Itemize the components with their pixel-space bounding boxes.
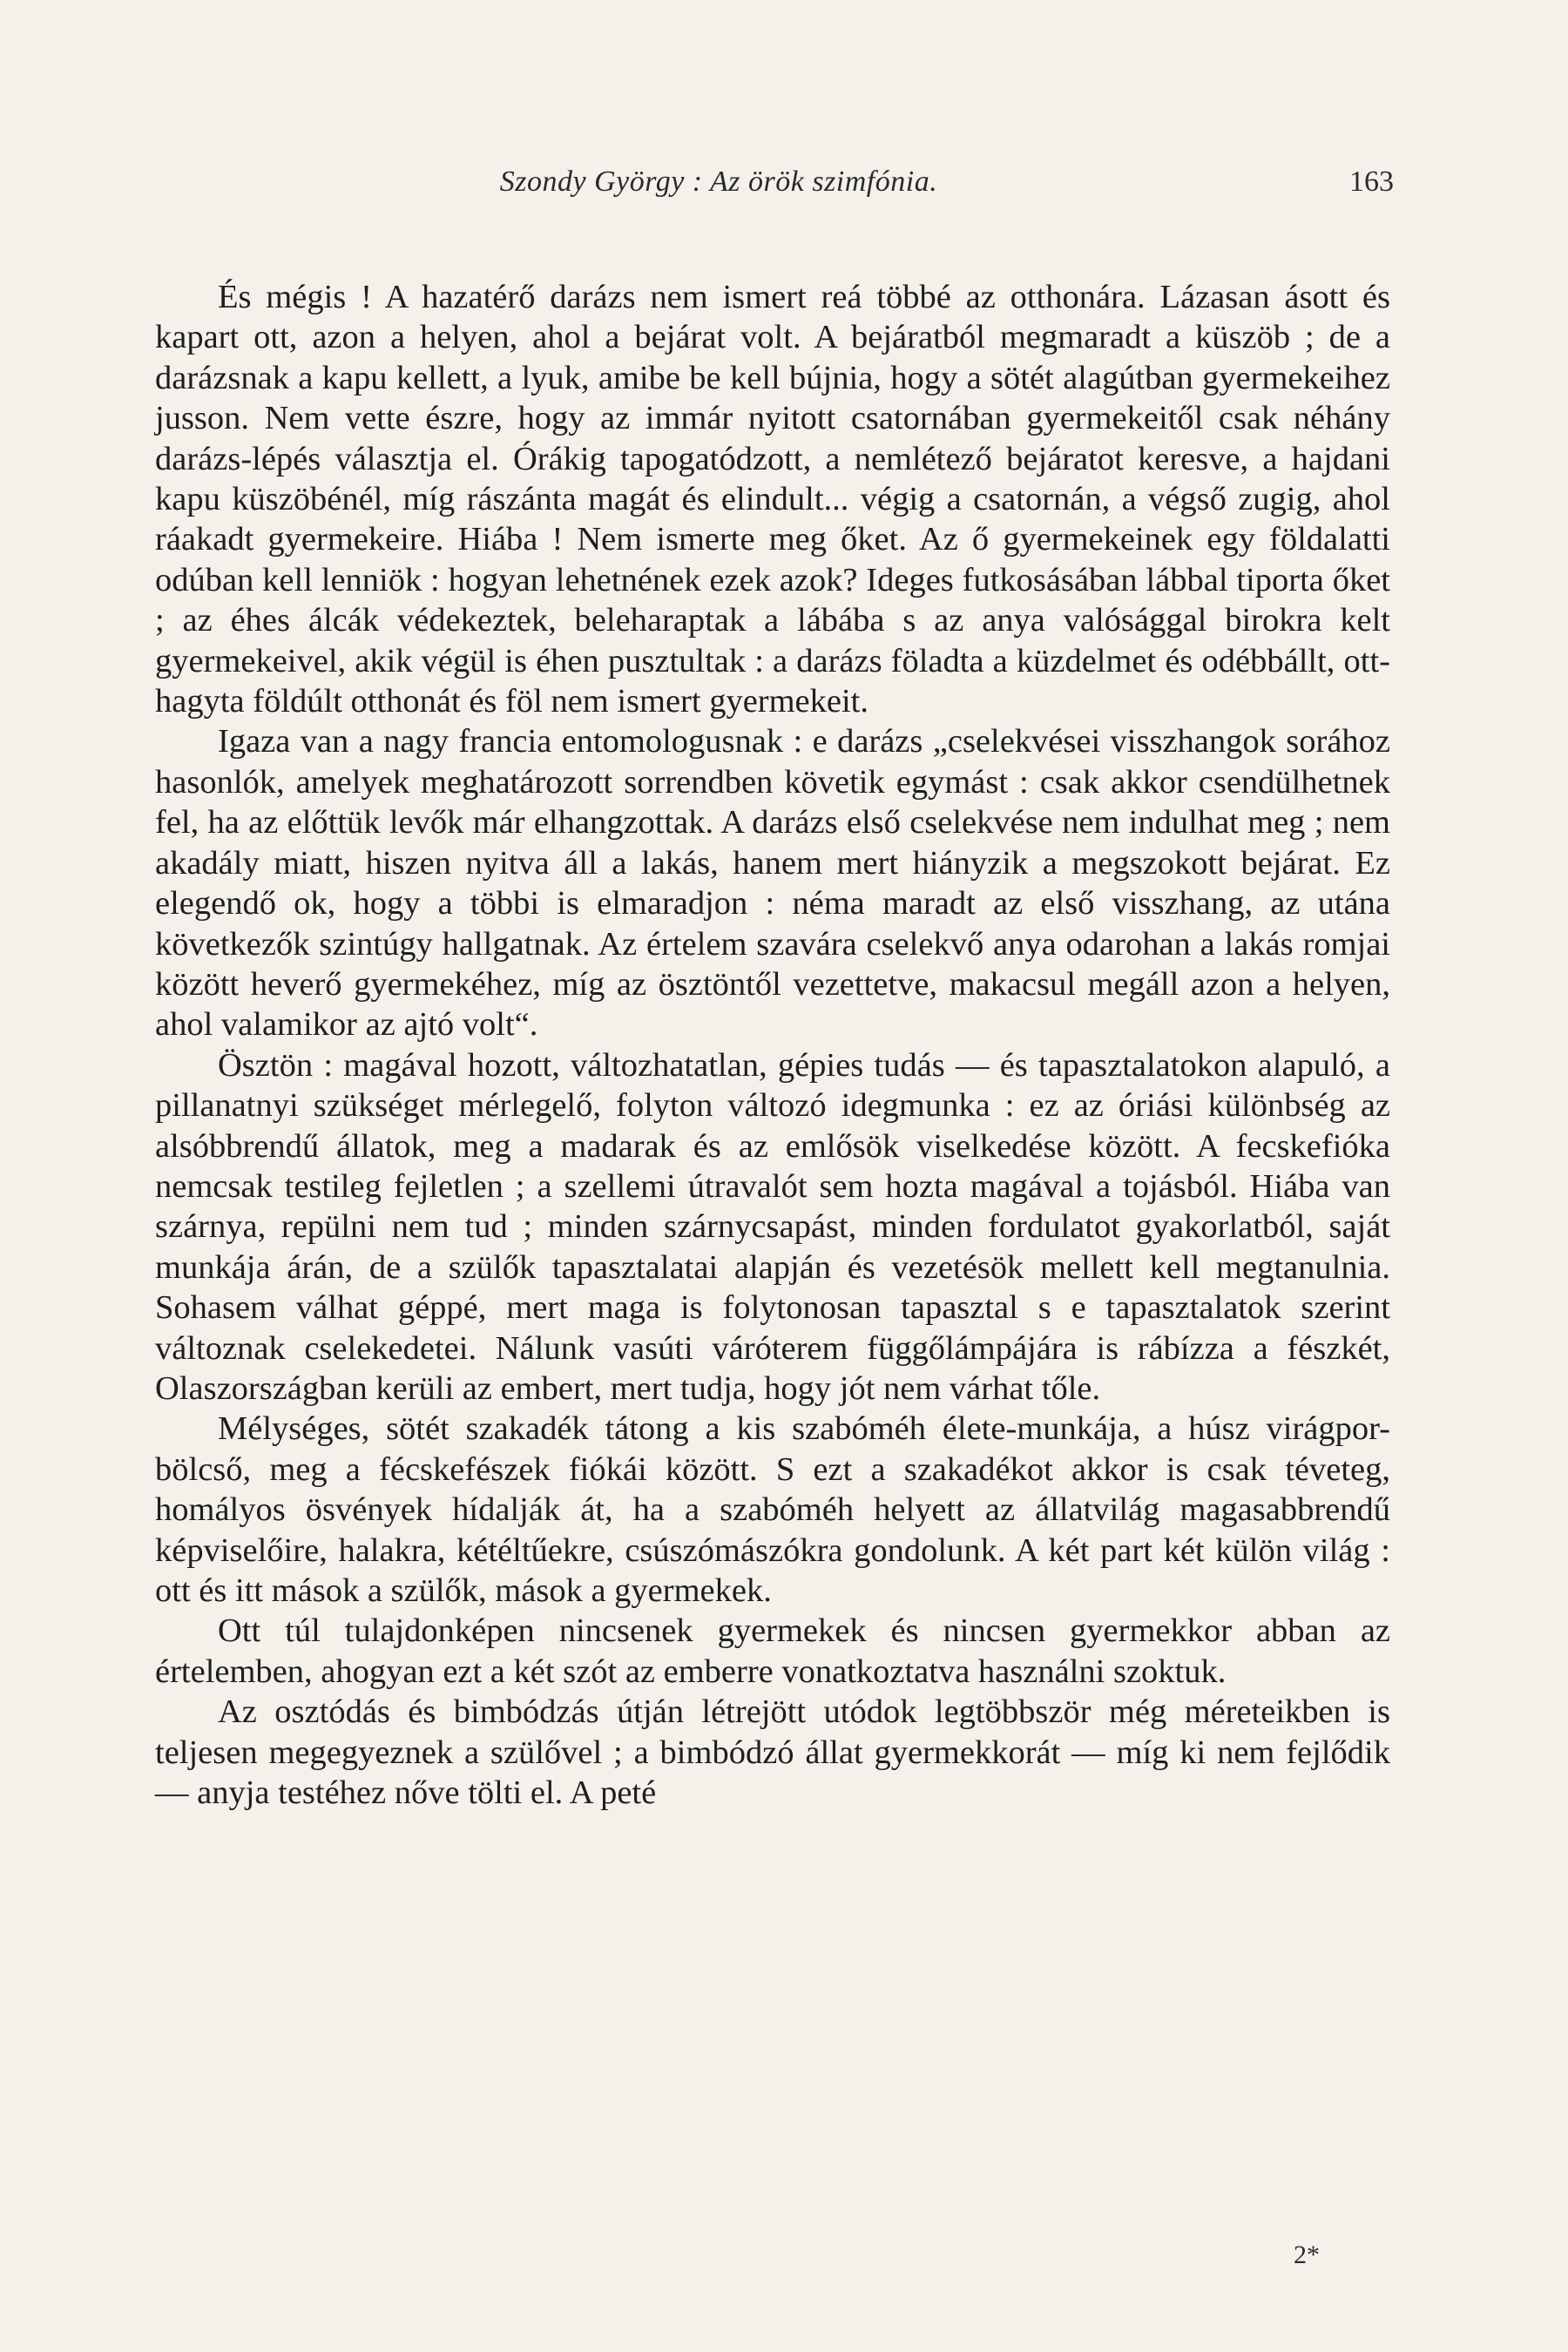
running-title: Szondy György : Az örök szimfónia.	[499, 166, 938, 198]
signature-mark: 2*	[1294, 2240, 1320, 2269]
paragraph: Ott túl tulajdonképen nincsenek gyermekek és nincsen gyermekkor abban az értelemben, ahogyan ezt a két szót az emberre vonatkoztatva használni szoktuk.	[155, 1612, 1390, 1690]
paragraph: Ösztön : magával hozott, változhatatlan, gépies tudás — és tapasztalatokon alapuló, a pillanatnyi szükséget mérlegelő, folyton változó idegmunka : ez az óriási különbség az alsóbbrendű állatok, meg a madarak és az emlősök viselkedése között. A fecskefióka nemcsak testileg fejletlen ; a szellemi útravalót sem hozta magával a tojásból. Hiába van szárnya, repülni nem tud ; minden szárnycsapást, minden fordulatot gyakorlatból, saját munkája árán, de a szülők tapasztalatai alapján és vezetésök mellett kell megtanulnia. Sohasem válhat géppé, mert maga is folytonosan tapasztal s e tapasztalatok szerint változnak cselekedetei. Nálunk vasúti váróterem függőlámpájára is rábízza a fészkét, Olaszországban kerüli az embert, mert tudja, hogy jót nem várhat tőle.	[155, 1046, 1390, 1407]
paragraph: És mégis ! A hazatérő darázs nem ismert reá többé az otthonára. Lázasan ásott és kapart ott, azon a helyen, ahol a bejárat volt. A bejáratból megmaradt a küszöb ; de a darázsnak a kapu kellett, a lyuk, amibe be kell bújnia, hogy a sötét alagútban gyermekeihez jusson. Nem vette észre, hogy az immár nyitott csatornában gyermekeitől csak néhány darázs-lépés választja el. Órákig tapogatódzott, a nemlétező bejáratot keresve, a hajdani kapu küszöbénél, míg rászánta magát és elindult... végig a csatornán, a végső zugig, ahol ráakadt gyermekeire. Hiába ! Nem ismerte meg őket. Az ő gyermekeinek egy földalatti odúban kell lenniök : hogyan lehetnének ezek azok? Ideges futkosásában lábbal tiporta őket ; az éhes álcák védekeztek, beleharaptak a lábába s az anya valósággal birokra kelt gyermekeivel, akik végül is éhen pusztultak : a darázs föladta a küzdelmet és odébbállt, otthagyta földúlt otthonát és föl nem ismert gyermekeit.	[155, 279, 1390, 720]
body-text	[155, 277, 1390, 1813]
paragraph: Az osztódás és bimbódzás útján létrejött utódok legtöbbször még méreteikben is teljesen megegyeznek a szülővel ; a bimbódzó állat gyermekkorát — míg ki nem fejlődik — anyja testéhez nőve tölti el. A peté	[155, 1693, 1390, 1812]
paragraph: Mélységes, sötét szakadék tátong a kis szabóméh élete-munkája, a húsz virágpor-bölcső, meg a fécskefészek fiókái között. S ezt a szakadékot akkor is csak téveteg, homályos ösvények hídalják át, ha a szabóméh helyett az állatvilág magasabbrendű képviselőire, halakra, kétéltűekre, csúszómászókra gondolunk. A két part két külön világ : ott és itt mások a szülők, mások a gyermekek.	[155, 1410, 1390, 1609]
paragraph: Igaza van a nagy francia entomologusnak : e darázs „cselekvései visszhangok sorához hasonlók, amelyek meghatározott sorrendben követik egymást : csak akkor csendülhetnek fel, ha az előttük levők már elhangzottak. A darázs első cselekvése nem indulhat meg ; nem akadály miatt, hiszen nyitva áll a lakás, hanem mert hiányzik a megszokott bejárat. Ez elegendő ok, hogy a többi is elmaradjon : néma maradt az első visszhang, az utána következők szintúgy hallgatnak. Az értelem szavára cselekvő anya odarohan a lakás romjai között heverő gyermekéhez, míg az ösztöntől vezettetve, makacsul megáll azon a helyen, ahol valamikor az ajtó volt“.	[155, 723, 1390, 1044]
page-header	[157, 166, 1394, 209]
page-number: 163	[1349, 166, 1394, 198]
